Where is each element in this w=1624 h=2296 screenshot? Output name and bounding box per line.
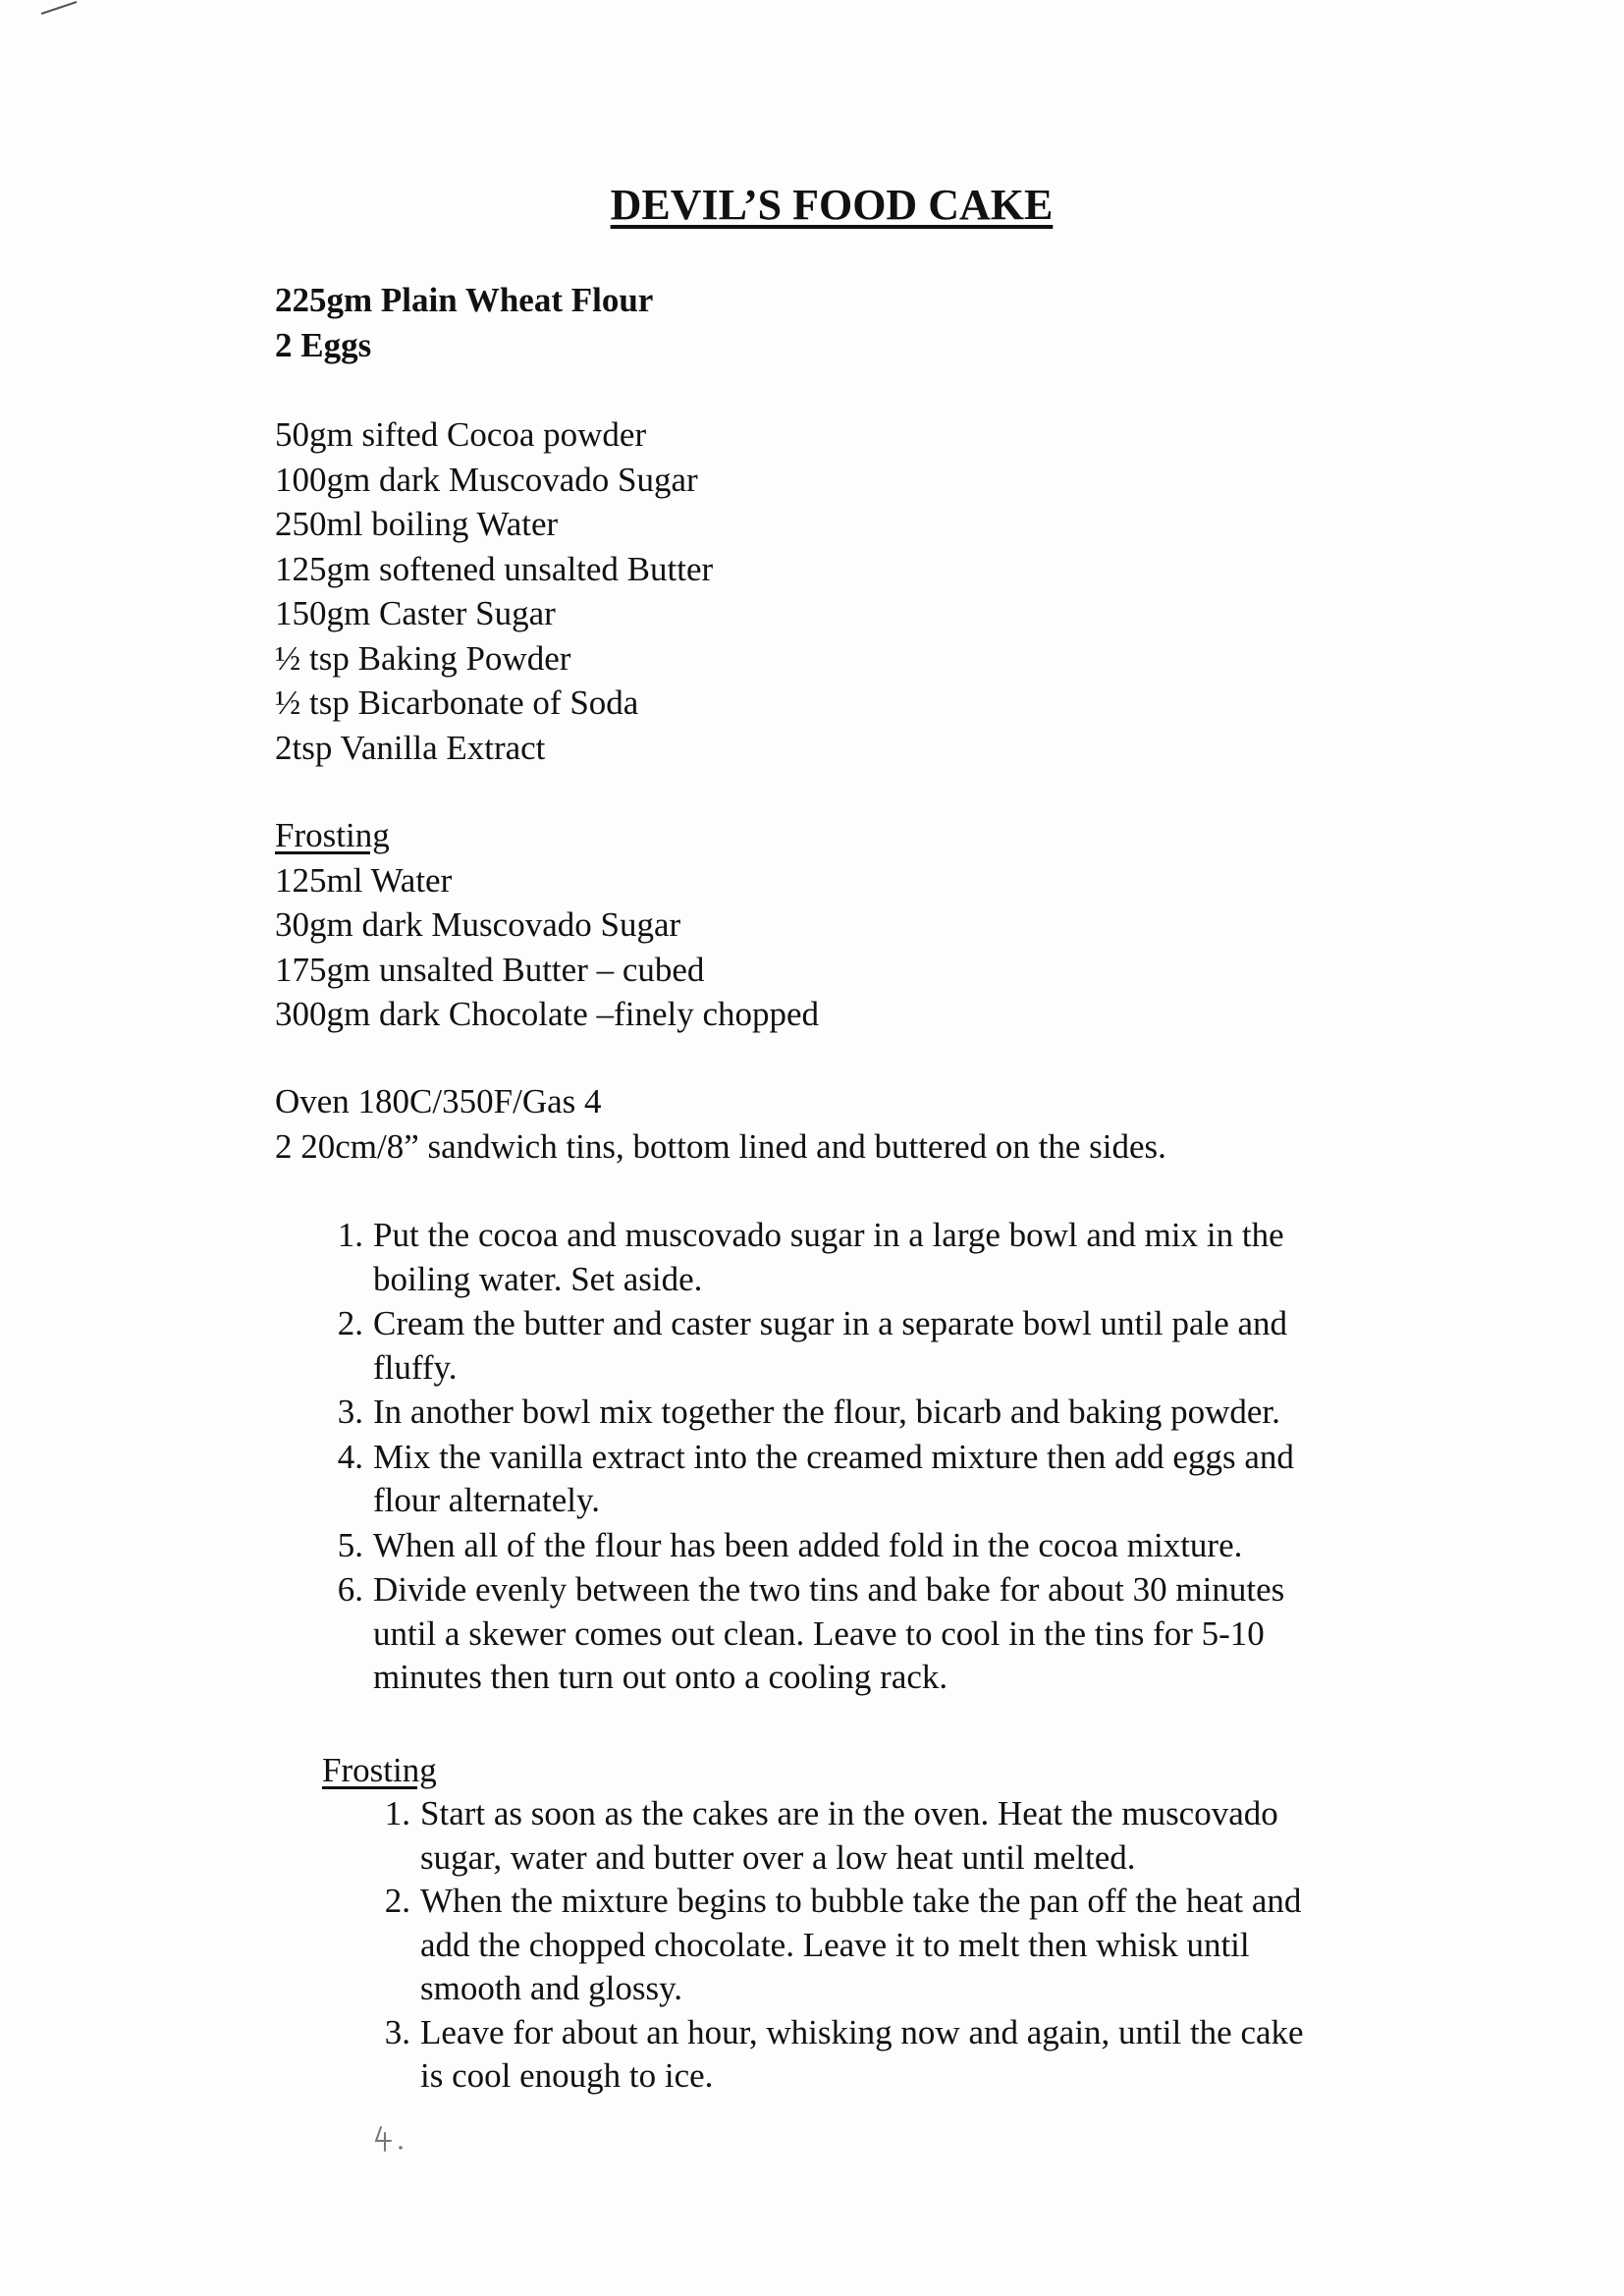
ingredient-line: ½ tsp Bicarbonate of Soda: [275, 683, 639, 722]
scan-corner-mark: [39, 0, 79, 20]
ingredient-line: 250ml boiling Water: [275, 505, 559, 543]
ingredient-line: 30gm dark Muscovado Sugar: [275, 905, 681, 944]
handwritten-number-mark: [373, 2121, 422, 2157]
step-item: [337, 1524, 1434, 1568]
frosting-ingredient-list: [275, 813, 819, 1037]
step-number: 3.: [384, 2012, 410, 2051]
step-text-line: boiling water. Set aside.: [373, 1259, 703, 1298]
step-text-line: sugar, water and butter over a low heat until melted.: [420, 1837, 1136, 1877]
ingredient-list: [275, 412, 713, 770]
ingredient-line: 150gm Caster Sugar: [275, 594, 556, 632]
step-number: 1.: [337, 1216, 363, 1254]
step-text-line: minutes then turn out onto a cooling rack.: [373, 1658, 948, 1696]
step-item: [337, 1568, 1434, 1700]
step-item: [337, 1436, 1434, 1523]
ingredient-line: 2tsp Vanilla Extract: [275, 728, 546, 767]
step-item: [384, 1792, 1441, 1880]
ingredient-line: 2 Eggs: [275, 325, 372, 364]
ingredient-line: 225gm Plain Wheat Flour: [275, 281, 654, 319]
frosting-steps: [384, 1792, 1441, 2099]
method-steps: [337, 1214, 1434, 1701]
step-text-line: Put the cocoa and muscovado sugar in a large bowl and mix in the: [373, 1216, 1284, 1254]
frosting-method-heading: Frosting: [322, 1751, 437, 1789]
step-number: 4.: [337, 1437, 363, 1476]
step-text-line: add the chopped chocolate. Leave it to melt then whisk until: [420, 1925, 1250, 1964]
step-number: 1.: [384, 1794, 410, 1832]
step-text-line: Cream the butter and caster sugar in a separate bowl until pale and: [373, 1304, 1288, 1342]
ingredient-line: 300gm dark Chocolate –finely chopped: [275, 995, 820, 1033]
ingredient-line: ½ tsp Baking Powder: [275, 638, 571, 678]
ingredient-line: 175gm unsalted Butter – cubed: [275, 950, 705, 989]
ingredient-line: 125ml Water: [275, 860, 453, 900]
step-number: 3.: [337, 1393, 363, 1431]
step-number: 5.: [337, 1525, 363, 1564]
step-item: [337, 1302, 1434, 1390]
step-number: 2.: [337, 1304, 363, 1342]
step-number: 2.: [384, 1882, 410, 1920]
step-text-line: until a skewer comes out clean. Leave to cool in the tins for 5-10: [373, 1613, 1265, 1653]
tin-instructions: 2 20cm/8” sandwich tins, bottom lined and buttered on the sides.: [275, 1126, 1166, 1166]
step-text-line: flour alternately.: [373, 1481, 600, 1519]
step-text-line: is cool enough to ice.: [420, 2056, 714, 2095]
frosting-ingredients-heading: Frosting: [275, 816, 390, 854]
step-text-line: Start as soon as the cakes are in the oven. Heat the muscovado: [420, 1794, 1278, 1832]
step-text-line: Mix the vanilla extract into the creamed mixture then add eggs and: [373, 1437, 1294, 1476]
step-number: 6.: [337, 1570, 363, 1609]
step-item: [384, 2011, 1441, 2099]
key-ingredients: [275, 278, 653, 367]
ingredient-line: 100gm dark Muscovado Sugar: [275, 460, 698, 499]
step-text-line: Divide evenly between the two tins and bake for about 30 minutes: [373, 1570, 1285, 1609]
ingredient-line: 50gm sifted Cocoa powder: [275, 415, 647, 454]
step-item: [384, 1880, 1441, 2011]
step-text-line: fluffy.: [373, 1347, 458, 1387]
step-text-line: In another bowl mix together the flour, bicarb and baking powder.: [373, 1393, 1280, 1431]
recipe-title: DEVIL’S FOOD CAKE: [610, 181, 1054, 229]
step-item: [337, 1214, 1434, 1301]
ingredient-line: 125gm softened unsalted Butter: [275, 549, 714, 588]
step-item: [337, 1391, 1434, 1435]
step-text-line: When all of the flour has been added fold in the cocoa mixture.: [373, 1525, 1243, 1564]
oven-info: [275, 1079, 1166, 1169]
step-text-line: Leave for about an hour, whisking now and again, until the cake: [420, 2012, 1304, 2051]
oven-temperature: Oven 180C/350F/Gas 4: [275, 1082, 602, 1121]
step-text-line: When the mixture begins to bubble take the pan off the heat and: [420, 1882, 1302, 1920]
step-text-line: smooth and glossy.: [420, 1969, 683, 2007]
